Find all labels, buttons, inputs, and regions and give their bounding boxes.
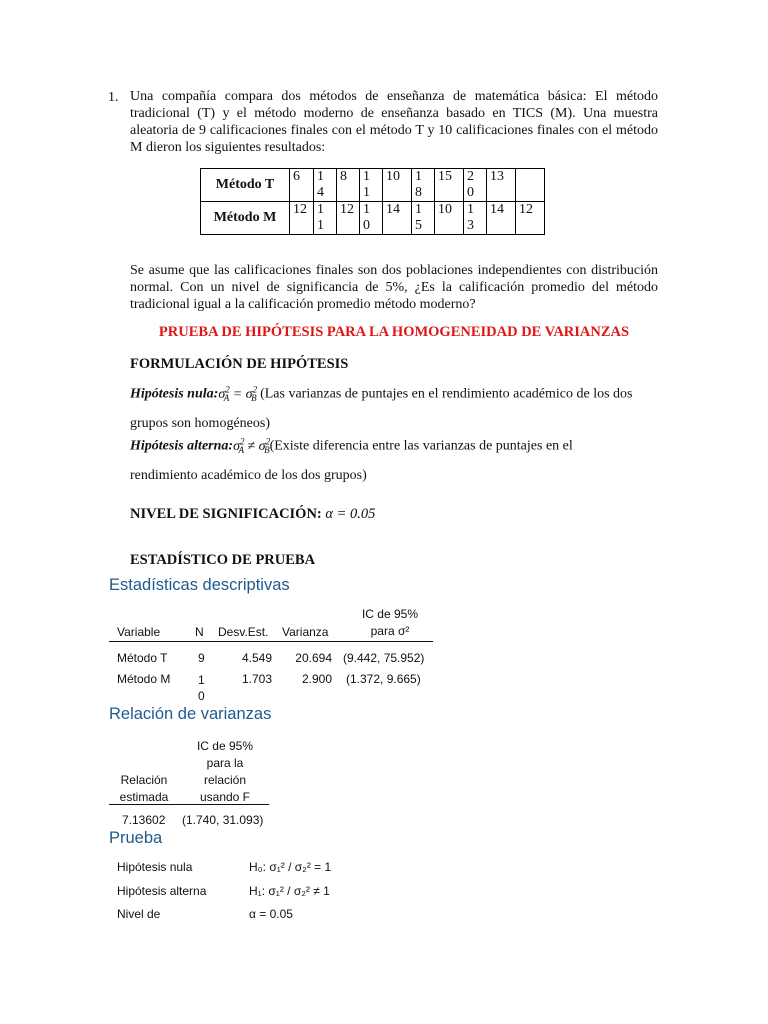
section-title: PRUEBA DE HIPÓTESIS PARA LA HOMOGENEIDAD DE VARIANZAS	[158, 324, 630, 340]
row-n: 9	[198, 651, 205, 665]
significance-value: α = 0.05	[325, 506, 376, 522]
test-row-value: H₀: σ₁² / σ₂² = 1	[249, 860, 332, 874]
table-row	[201, 202, 545, 235]
null-hypothesis: Hipótesis $nula:\sigma^2_A = \sigma^2_B$ (Las varianzas de puntajes en el rendimiento académico de los dos grupos son homogéneos)	[130, 384, 633, 432]
descriptive-title: Estadísticas descriptivas	[109, 576, 290, 594]
table-cell: 12	[516, 202, 545, 235]
table-cell: 14	[487, 202, 516, 235]
null-formula: $\sigma^2_A = \sigma^2_B$	[218, 384, 258, 404]
ci-header-2: para σ²	[370, 624, 410, 638]
alt-text-2: rendimiento académico de los dos grupos)	[130, 468, 367, 484]
table-cell: 6	[290, 169, 314, 202]
table-cell: 1 0	[360, 202, 383, 235]
test-row-label: Nivel de	[117, 907, 161, 921]
table-cell: 1 1	[314, 202, 337, 235]
table-cell: 8	[337, 169, 360, 202]
col-sd: Desv.Est.	[218, 625, 269, 639]
table-cell: 10	[435, 202, 464, 235]
col-variable: Variable	[117, 625, 161, 639]
test-row-value: α = 0.05	[249, 907, 293, 921]
ratio-ci-header-line: relación	[203, 773, 247, 787]
table-cell: 13	[487, 169, 516, 202]
test-row-value: H₁: σ₁² / σ₂² ≠ 1	[249, 884, 330, 898]
col-var: Varianza	[282, 625, 329, 639]
formulation-heading: FORMULACIÓN DE HIPÓTESIS	[130, 356, 349, 372]
table-rule	[109, 641, 433, 642]
row-label-m: Método M	[201, 202, 290, 235]
ci-header-1: IC de 95%	[361, 607, 419, 621]
row-var: 20.694	[295, 651, 332, 665]
table-row	[201, 169, 545, 202]
ratio-estimate-header-line: Relación	[120, 773, 168, 787]
alt-text-1: (Existe diferencia entre las varianzas de puntajes en el	[269, 438, 573, 454]
row-variable: Método M	[117, 672, 171, 686]
table-cell: 10	[383, 169, 412, 202]
table-cell: 12	[337, 202, 360, 235]
table-cell: 12	[290, 202, 314, 235]
significance-line	[130, 506, 375, 523]
row-n: 1 0	[198, 673, 205, 703]
problem-statement: Una compañía compara dos métodos de enseñanza de matemática básica: El método tradicional (T) y el método moderno de enseñanza basado en TICS (M). Una muestra aleatoria de 9 calificaciones finales con el método T y 10 calificaciones finales con el método M dieron los siguientes resultados:	[130, 89, 658, 155]
test-title: Prueba	[109, 829, 163, 847]
table-cell: 14	[383, 202, 412, 235]
statistic-heading: ESTADÍSTICO DE PRUEBA	[130, 552, 316, 568]
row-sd: 1.703	[241, 672, 272, 686]
scores-table	[200, 168, 545, 235]
null-label: Hipótesis nula	[130, 386, 214, 402]
table-cell: 1 5	[412, 202, 435, 235]
null-text-1: (Las varianzas de puntajes en el rendimiento académico de los dos	[260, 386, 633, 402]
ratio-value: 7.13602	[122, 813, 166, 827]
ratio-title: Relación de varianzas	[109, 705, 272, 723]
ratio-ci-header-line: usando F	[199, 790, 251, 804]
assumption-paragraph: Se asume que las calificaciones finales son dos poblaciones independientes con distribución normal. Con un nivel de significancia de 5%, ¿Es la calificación promedio del método tradicional igual a la calificación promedio método moderno?	[130, 263, 658, 312]
ratio-estimate-header-line: estimada	[119, 790, 169, 804]
row-variable: Método T	[117, 651, 168, 665]
table-cell: 1 4	[314, 169, 337, 202]
ratio-estimate-header	[109, 772, 179, 806]
table-cell	[516, 169, 545, 202]
significance-label: NIVEL DE SIGNIFICACIÓN:	[130, 506, 322, 522]
alt-formula: $\sigma^2_A \ne \sigma^2_B$	[233, 436, 271, 456]
null-text-2: grupos son homogéneos)	[130, 416, 270, 432]
ratio-ci-header	[180, 738, 270, 806]
row-sd: 4.549	[241, 651, 272, 665]
test-row-label: Hipótesis nula	[117, 860, 193, 874]
ratio-ci: (1.740, 31.093)	[182, 813, 264, 827]
row-ci: (1.372, 9.665)	[346, 672, 421, 686]
table-cell: 1 3	[464, 202, 487, 235]
test-row-label: Hipótesis alterna	[117, 884, 207, 898]
ratio-ci-header-line: IC de 95%	[196, 739, 254, 753]
alt-hypothesis: Hipótesis $alterna:\sigma^2_A$ ≠ $\sigma^2_B(Existe$ diferencia entre las varianzas de puntajes en el rendimiento académico de los dos grupos)	[130, 436, 573, 484]
table-cell: 2 0	[464, 169, 487, 202]
table-cell: 1 8	[412, 169, 435, 202]
row-label-t: Método T	[201, 169, 290, 202]
alt-label: Hipótesis alterna	[130, 438, 229, 454]
table-cell: 15	[435, 169, 464, 202]
row-var: 2.900	[301, 672, 332, 686]
ratio-ci-header-line: para la	[206, 756, 244, 770]
row-ci: (9.442, 75.952)	[343, 651, 425, 665]
problem-number: 1.	[108, 90, 119, 105]
table-cell: 1 1	[360, 169, 383, 202]
ratio-rule	[109, 804, 269, 805]
col-n: N	[195, 625, 204, 639]
